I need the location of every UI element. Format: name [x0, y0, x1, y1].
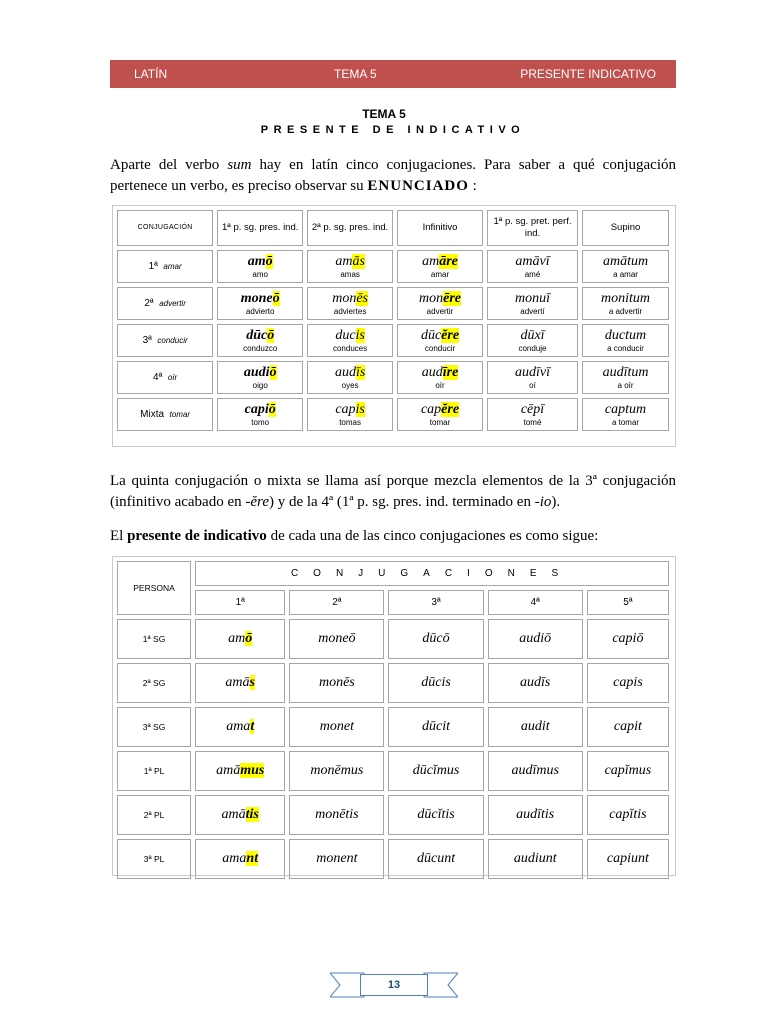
conjugation-number: 1ª	[195, 590, 285, 615]
verb-form-cell: capit	[587, 707, 669, 747]
verb-form-cell: dūcō conduzco	[217, 324, 303, 357]
table-row	[117, 707, 669, 747]
table-header-cell: CONJUGACIÓN	[117, 210, 213, 246]
page-header	[110, 60, 676, 88]
verb-form-cell: capis	[587, 663, 669, 703]
verb-form-cell: amās amas	[307, 250, 393, 283]
person-label: 1ª PL	[117, 751, 191, 791]
person-label: 3ª PL	[117, 839, 191, 879]
verb-form-cell: monent	[289, 839, 384, 879]
conjugation-label: 3ª conducir	[117, 324, 213, 357]
verb-form-cell: moneō advierto	[217, 287, 303, 320]
verb-form-cell: ductum a conducir	[582, 324, 669, 357]
verb-form-cell: ducis conduces	[307, 324, 393, 357]
verb-form-cell: audit	[488, 707, 583, 747]
persona-header: PERSONA	[117, 561, 191, 615]
verb-form-cell: audīs	[488, 663, 583, 703]
verb-form-cell: amat	[195, 707, 285, 747]
verb-form-cell: dūcĭtis	[388, 795, 483, 835]
conjugation-number: 4ª	[488, 590, 583, 615]
header-subject: LATÍN	[134, 67, 168, 81]
verb-form-cell: monuī advertí	[487, 287, 578, 320]
table-header-cell: Infinitivo	[397, 210, 483, 246]
table-row	[117, 839, 669, 879]
verb-form-cell: dūcĭmus	[388, 751, 483, 791]
table-header-cell: 1ª p. sg. pret. perf. ind.	[487, 210, 578, 246]
verb-form-cell: audīre oír	[397, 361, 483, 394]
verb-form-cell: capiō	[587, 619, 669, 659]
verb-form-cell: capĕre tomar	[397, 398, 483, 431]
person-label: 3ª SG	[117, 707, 191, 747]
verb-form-cell: monēs	[289, 663, 384, 703]
verb-form-cell: audiunt	[488, 839, 583, 879]
verb-form-cell: amātum a amar	[582, 250, 669, 283]
verb-form-cell: monēre advertir	[397, 287, 483, 320]
verb-form-cell: monet	[289, 707, 384, 747]
table-row	[117, 619, 669, 659]
person-label: 2ª PL	[117, 795, 191, 835]
verb-form-cell: amāre amar	[397, 250, 483, 283]
table-header-cell: 1ª p. sg. pres. ind.	[217, 210, 303, 246]
verb-form-cell: dūcit	[388, 707, 483, 747]
conjugation-label: 1ª amar	[117, 250, 213, 283]
verb-form-cell: monitum a advertir	[582, 287, 669, 320]
table-row	[117, 751, 669, 791]
verb-form-cell: audiō oigo	[217, 361, 303, 394]
table-header-row	[117, 210, 669, 246]
page-number: 13	[360, 974, 428, 996]
verb-form-cell: amō	[195, 619, 285, 659]
verb-form-cell: capiō tomo	[217, 398, 303, 431]
mixed-conjugation-paragraph: La quinta conjugación o mixta se llama así porque mezcla elementos de la 3ª conjugación (infinitivo acabado en -ĕre) y de la 4ª (1ª p. sg. pres. ind. terminado en -io).	[110, 473, 676, 510]
verb-form-cell: dūcunt	[388, 839, 483, 879]
enunciado-table	[112, 205, 676, 447]
verb-form-cell: audītis	[488, 795, 583, 835]
verb-form-cell: amātis	[195, 795, 285, 835]
intro-paragraph: Aparte del verbo sum hay en latín cinco conjugaciones. Para saber a qué conjugación pertenece un verbo, es preciso observar su ENUNCIADO :	[110, 157, 676, 194]
conjugation-number: 3ª	[388, 590, 483, 615]
verb-form-cell: dūcĕre conducir	[397, 324, 483, 357]
header-topic: TEMA 5	[334, 67, 377, 81]
conjugation-label: Mixta tomar	[117, 398, 213, 431]
present-indicative-table	[112, 556, 676, 876]
table-header-cell: Supino	[582, 210, 669, 246]
verb-form-cell: audiō	[488, 619, 583, 659]
verb-form-cell: capiunt	[587, 839, 669, 879]
verb-form-cell: dūcō	[388, 619, 483, 659]
table-row	[117, 287, 669, 320]
verb-form-cell: amāvī amé	[487, 250, 578, 283]
verb-form-cell: dūcis	[388, 663, 483, 703]
page-number-ribbon	[330, 970, 458, 1000]
table-row	[117, 398, 669, 431]
verb-form-cell: audīs oyes	[307, 361, 393, 394]
table-row	[117, 361, 669, 394]
verb-form-cell: captum a tomar	[582, 398, 669, 431]
verb-form-cell: audīvī oí	[487, 361, 578, 394]
verb-form-cell: cēpī tomé	[487, 398, 578, 431]
table-row	[117, 663, 669, 703]
conjugation-number: 2ª	[289, 590, 384, 615]
person-label: 2ª SG	[117, 663, 191, 703]
verb-form-cell: monēmus	[289, 751, 384, 791]
verb-form-cell: amās	[195, 663, 285, 703]
verb-form-cell: monēs adviertes	[307, 287, 393, 320]
table-header-row	[117, 561, 669, 586]
conjugation-label: 4ª oír	[117, 361, 213, 394]
verb-form-cell: dūxī conduje	[487, 324, 578, 357]
verb-form-cell: amant	[195, 839, 285, 879]
conjugation-label: 2ª advertir	[117, 287, 213, 320]
verb-form-cell: amāmus	[195, 751, 285, 791]
present-indicative-intro: El presente de indicativo de cada una de las cinco conjugaciones es como sigue:	[110, 528, 599, 544]
person-label: 1ª SG	[117, 619, 191, 659]
verb-form-cell: capis tomas	[307, 398, 393, 431]
table-row	[117, 324, 669, 357]
verb-form-cell: audīmus	[488, 751, 583, 791]
verb-form-cell: capĭmus	[587, 751, 669, 791]
verb-form-cell: audītum a oír	[582, 361, 669, 394]
conjugation-number: 5ª	[587, 590, 669, 615]
verb-form-cell: amō amo	[217, 250, 303, 283]
table-header-row	[117, 590, 669, 615]
verb-form-cell: monētis	[289, 795, 384, 835]
page-title: TEMA 5	[362, 107, 406, 121]
table-header-cell: 2ª p. sg. pres. ind.	[307, 210, 393, 246]
page-subtitle: PRESENTE DE INDICATIVO	[260, 124, 526, 136]
table-row	[117, 250, 669, 283]
verb-form-cell: moneō	[289, 619, 384, 659]
conjugaciones-header: CONJUGACIONES	[195, 561, 669, 586]
verb-form-cell: capĭtis	[587, 795, 669, 835]
header-section: PRESENTE INDICATIVO	[520, 67, 656, 81]
table-row	[117, 795, 669, 835]
